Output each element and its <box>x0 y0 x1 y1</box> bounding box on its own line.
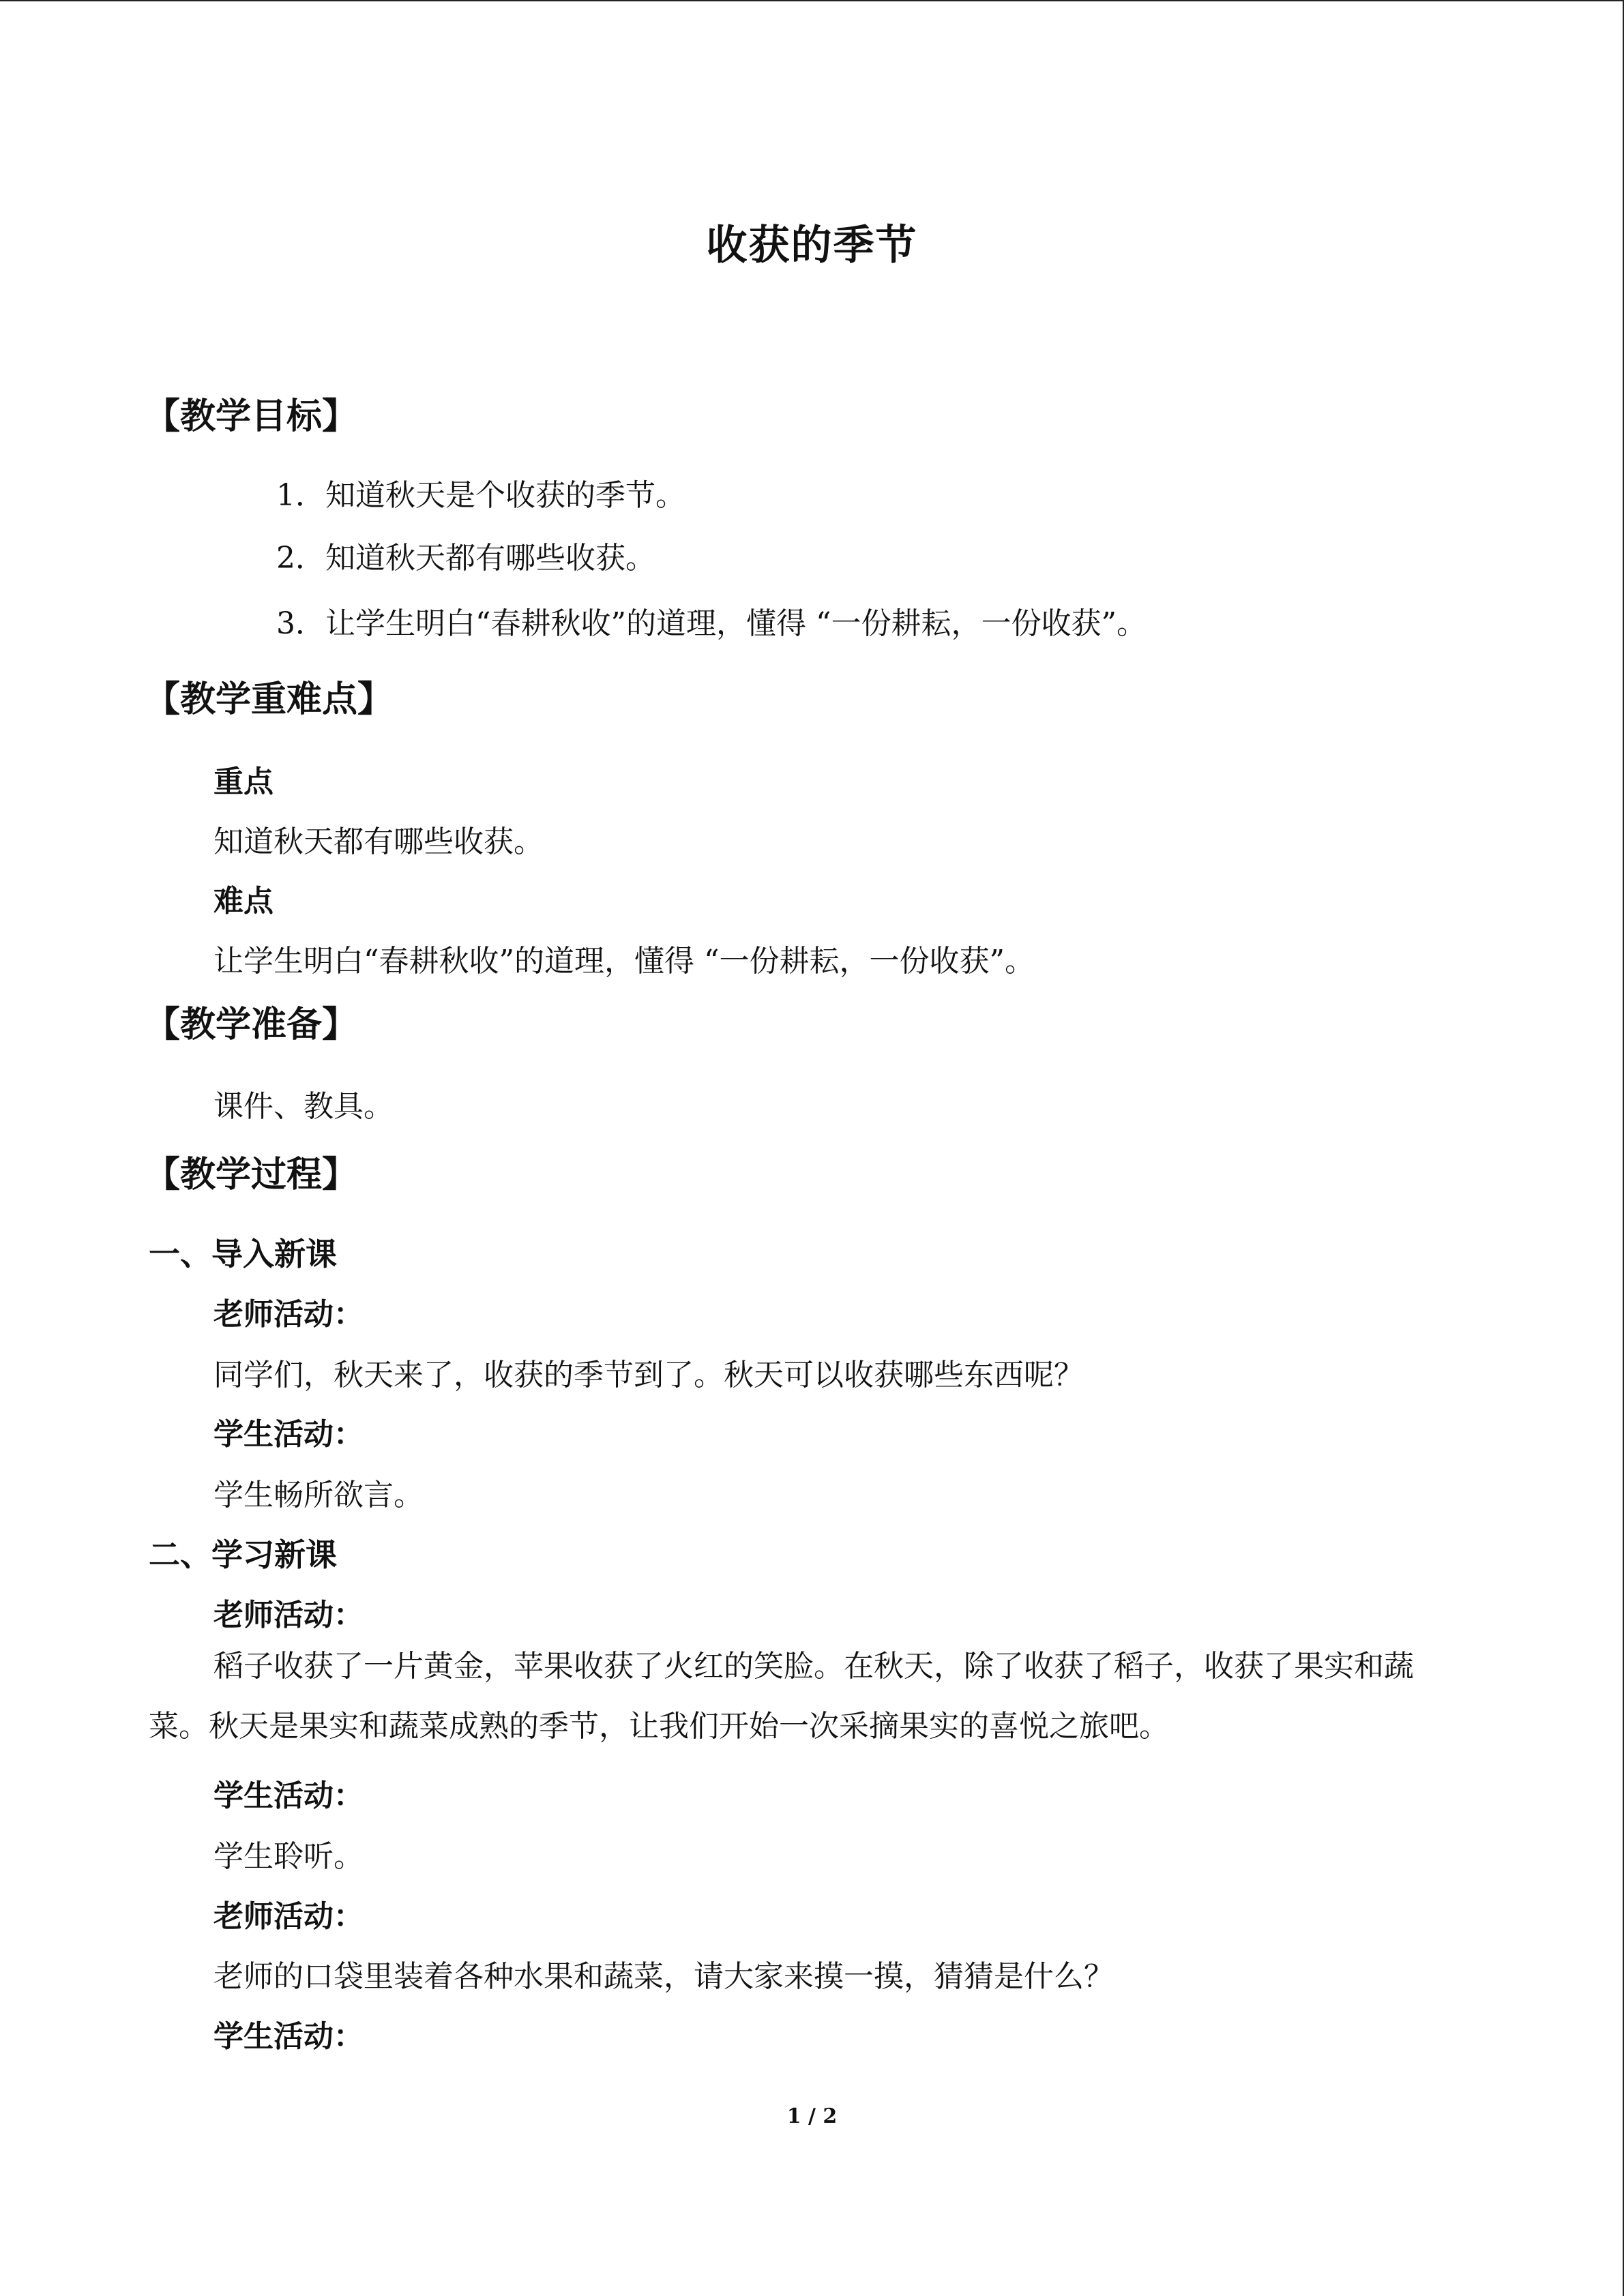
goal-item-2: 2．知道秋天都有哪些收获。 <box>276 541 655 576</box>
teacher-activity-text: 同学们，秋天来了，收获的季节到了。秋天可以收获哪些东西呢？ <box>213 1358 1084 1392</box>
difficulty-text: 让学生明白“春耕秋收”的道理，懂得 “一份耕耘，一份收获”。 <box>213 944 1035 979</box>
document-title: 收获的季节 <box>706 222 918 269</box>
teacher-activity-label: 老师活动： <box>213 1297 364 1332</box>
part-heading-intro: 一、导入新课 <box>149 1236 337 1272</box>
section-heading-preparation: 【教学准备】 <box>145 1004 358 1045</box>
section-heading-process: 【教学过程】 <box>145 1154 358 1195</box>
key-point-text: 知道秋天都有哪些收获。 <box>213 824 544 859</box>
teacher-activity-label: 老师活动： <box>213 1598 364 1632</box>
goal-item-1: 1．知道秋天是个收获的季节。 <box>276 478 685 513</box>
student-activity-label: 学生活动： <box>213 1417 364 1452</box>
student-activity-label: 学生活动： <box>213 1778 364 1813</box>
teacher-activity-label: 老师活动： <box>213 1899 364 1934</box>
part-heading-new-lesson: 二、学习新课 <box>149 1536 337 1573</box>
student-activity-label: 学生活动： <box>213 2019 364 2054</box>
section-heading-goals: 【教学目标】 <box>145 396 358 437</box>
teacher-activity-text: 老师的口袋里装着各种水果和蔬菜，请大家来摸一摸，猜猜是什么？ <box>213 1959 1114 1994</box>
student-activity-text: 学生畅所欲言。 <box>213 1478 424 1512</box>
goal-item-3: 3．让学生明白“春耕秋收”的道理，懂得 “一份耕耘，一份收获”。 <box>276 606 1147 641</box>
preparation-text: 课件、教具。 <box>213 1089 394 1124</box>
section-heading-key-points: 【教学重难点】 <box>145 679 394 720</box>
teacher-activity-text: 稻子收获了一片黄金，苹果收获了火红的笑脸。在秋天，除了收获了稻子，收获了果实和蔬菜。秋天是果实和蔬菜成熟的季节，让我们开始一次采摘果实的喜悦之旅吧。 <box>149 1649 1414 1744</box>
key-point-label: 重点 <box>213 764 274 799</box>
page-number: 1 / 2 <box>786 2104 838 2128</box>
difficulty-label: 难点 <box>213 884 274 919</box>
student-activity-text: 学生聆听。 <box>213 1839 364 1874</box>
